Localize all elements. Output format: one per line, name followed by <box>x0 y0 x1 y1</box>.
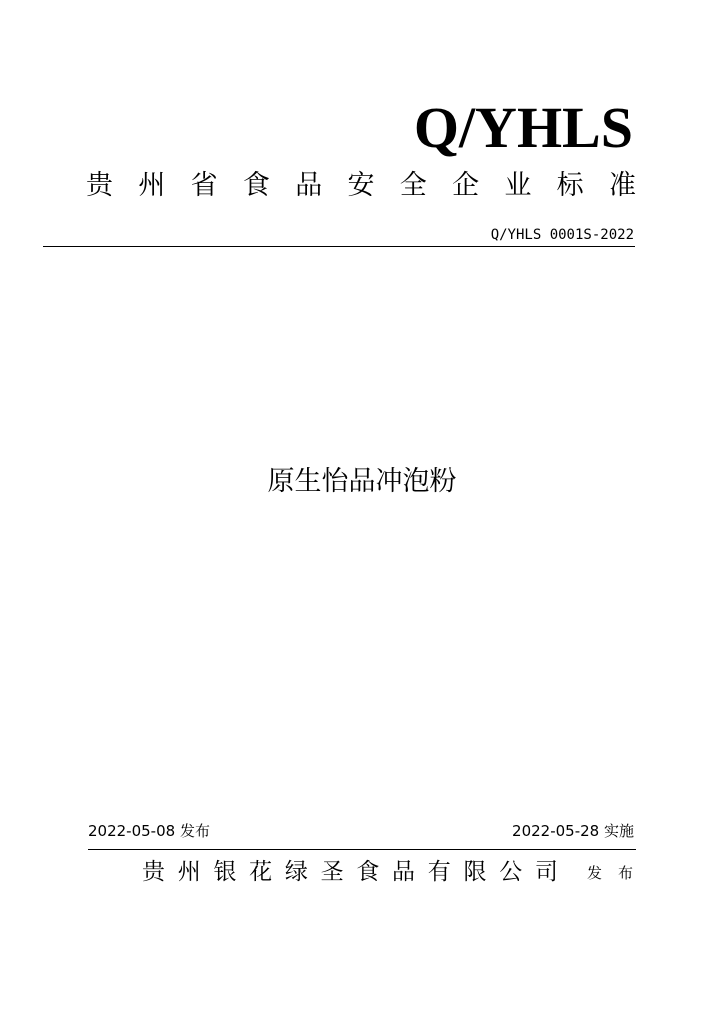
header-divider <box>43 246 635 247</box>
issuer-char: 有 <box>427 859 451 885</box>
category-char: 标 <box>556 170 584 201</box>
issuer-name <box>142 852 558 892</box>
issuer-char: 限 <box>463 859 487 885</box>
issuer-char: 绿 <box>284 859 308 885</box>
category-char: 贵 <box>86 170 113 201</box>
category-char: 全 <box>399 170 427 201</box>
standard-number: Q/YHLS 0001S-2022 <box>490 227 634 243</box>
standard-category-title <box>86 164 636 208</box>
issuer-char: 食 <box>356 859 380 885</box>
implementation-date: 2022-05-28 实施 <box>512 822 634 840</box>
issue-date: 2022-05-08 发布 <box>88 822 210 840</box>
category-char: 州 <box>138 170 166 201</box>
issuer-char: 圣 <box>320 859 344 885</box>
category-char: 省 <box>190 170 218 201</box>
category-char: 品 <box>295 170 323 201</box>
issuer-publish-label <box>587 860 633 886</box>
footer-divider <box>88 849 636 850</box>
category-char: 安 <box>347 170 375 201</box>
publish-char: 发 <box>587 864 603 882</box>
standard-code-heading: Q/YHLS <box>413 95 633 160</box>
issuer-char: 贵 <box>142 859 165 885</box>
issuer-char: 州 <box>177 859 201 885</box>
issuer-char: 品 <box>392 859 416 885</box>
category-char: 准 <box>608 170 636 201</box>
issuer-char: 花 <box>249 859 273 885</box>
category-char: 业 <box>504 170 532 201</box>
issuer-char: 司 <box>534 859 558 885</box>
issuer-char: 公 <box>499 859 523 885</box>
publish-char: 布 <box>617 864 633 882</box>
issuer-char: 银 <box>213 859 237 885</box>
product-title: 原生怡品冲泡粉 <box>267 466 457 497</box>
category-char: 食 <box>242 170 270 201</box>
category-char: 企 <box>452 170 480 201</box>
